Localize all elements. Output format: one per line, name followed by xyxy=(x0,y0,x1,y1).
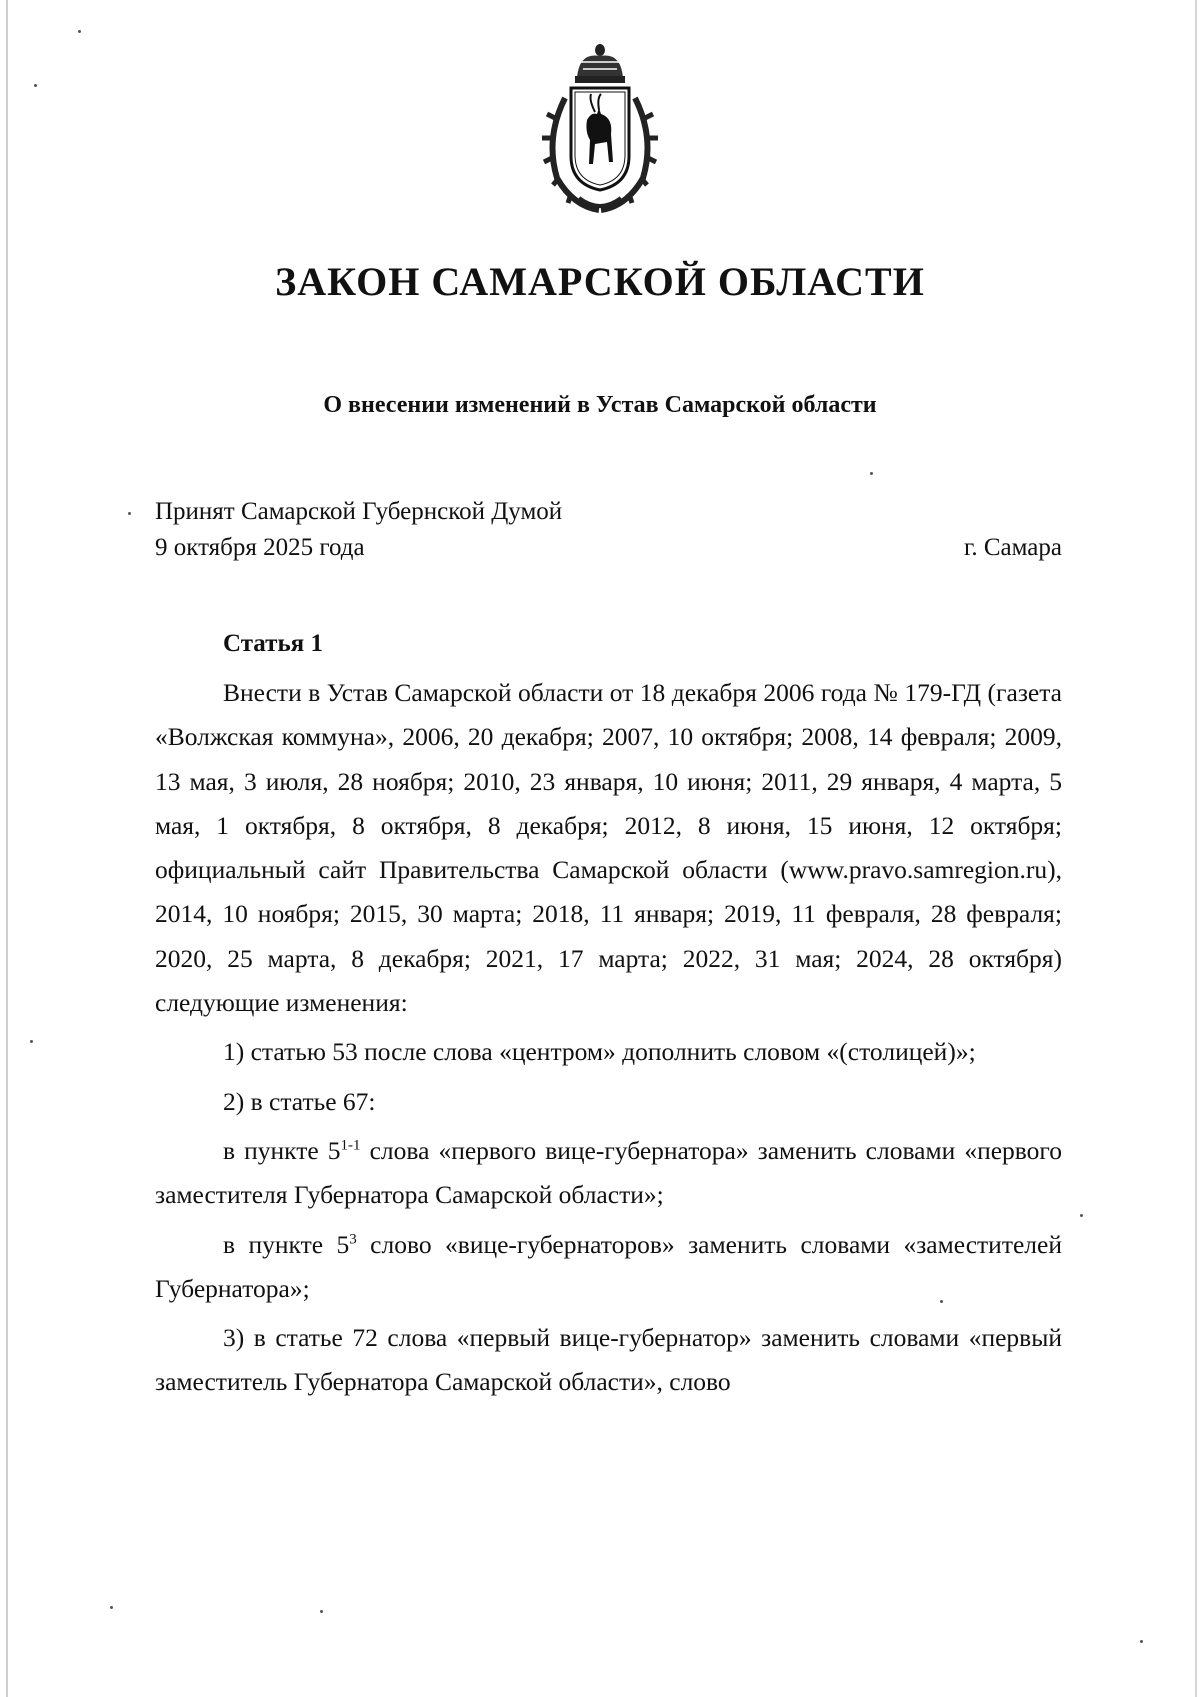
list-item-1: 1) статью 53 после слова «центром» дополнить словом «(столицей)»; xyxy=(223,1037,976,1067)
scan-left-edge xyxy=(6,0,8,1697)
scan-speck xyxy=(34,84,37,87)
document-subtitle: О внесении изменений в Устав Самарской области xyxy=(323,392,877,418)
coat-of-arms-icon xyxy=(535,38,665,216)
list-item-3: 3) в статье 72 слова «первый вице-губернатор» заменить словами «первый заместитель Губернатора Самарской области», слово xyxy=(155,1323,1062,1397)
scan-speck xyxy=(320,1610,323,1613)
superscript: 1-1 xyxy=(340,1137,361,1154)
scan-speck xyxy=(1080,1214,1083,1217)
article-body xyxy=(155,671,1062,1410)
scan-speck xyxy=(870,472,873,475)
scan-speck xyxy=(940,1300,943,1303)
adopted-by: Принят Самарской Губернской Думой xyxy=(155,498,563,525)
scan-speck xyxy=(30,1040,33,1043)
list-item-2b: в пункте $5^3$ слово «вице-губернаторов» заменить словами «заместителей Губернатора»; xyxy=(155,1229,1062,1303)
list-item-2: 2) в статье 67: xyxy=(223,1086,376,1116)
intro-paragraph: Внести в Устав Самарской области от 18 декабря 2006 года № 179-ГД (газета «Волжская коммуна», 2006, 20 декабря; 2007, 10 октября; 2008, 14 февраля; 2009, 13 мая, 3 июля, 28 ноября; 2010, 23 января, 10 июня; 2011, 29 января, 4 марта, 5 мая, 1 октября, 8 октября, 8 декабря; 2012, 8 июня, 15 июня, 12 октября; официальный сайт Правительства Самарской области (www.pravo.samregion.ru), 2014, 10 ноября; 2015, 30 марта; 2018, 11 января; 2019, 11 февраля, 28 февраля; 2020, 25 марта, 8 декабря; 2021, 17 марта; 2022, 31 мая; 2024, 28 октября) следующие изменения: xyxy=(155,678,1062,1018)
scan-speck xyxy=(78,30,81,33)
document-title: ЗАКОН САМАРСКОЙ ОБЛАСТИ xyxy=(275,259,925,304)
scan-right-edge xyxy=(1195,0,1197,1697)
scan-speck xyxy=(128,512,131,515)
scan-speck xyxy=(1140,1640,1143,1643)
city: г. Самара xyxy=(963,534,1062,561)
list-item-2a: в пункте 5$^{1-1}$ слова «первого вице-губернатора» заменить словами «первого заместителя Губернатора Самарской области»; xyxy=(155,1135,1062,1210)
scan-speck xyxy=(110,1606,113,1609)
superscript: 3 xyxy=(349,1231,357,1248)
adopted-date: 9 октября 2025 года xyxy=(155,534,365,561)
adoption-info xyxy=(155,494,562,566)
article-heading: Статья 1 xyxy=(223,630,323,657)
